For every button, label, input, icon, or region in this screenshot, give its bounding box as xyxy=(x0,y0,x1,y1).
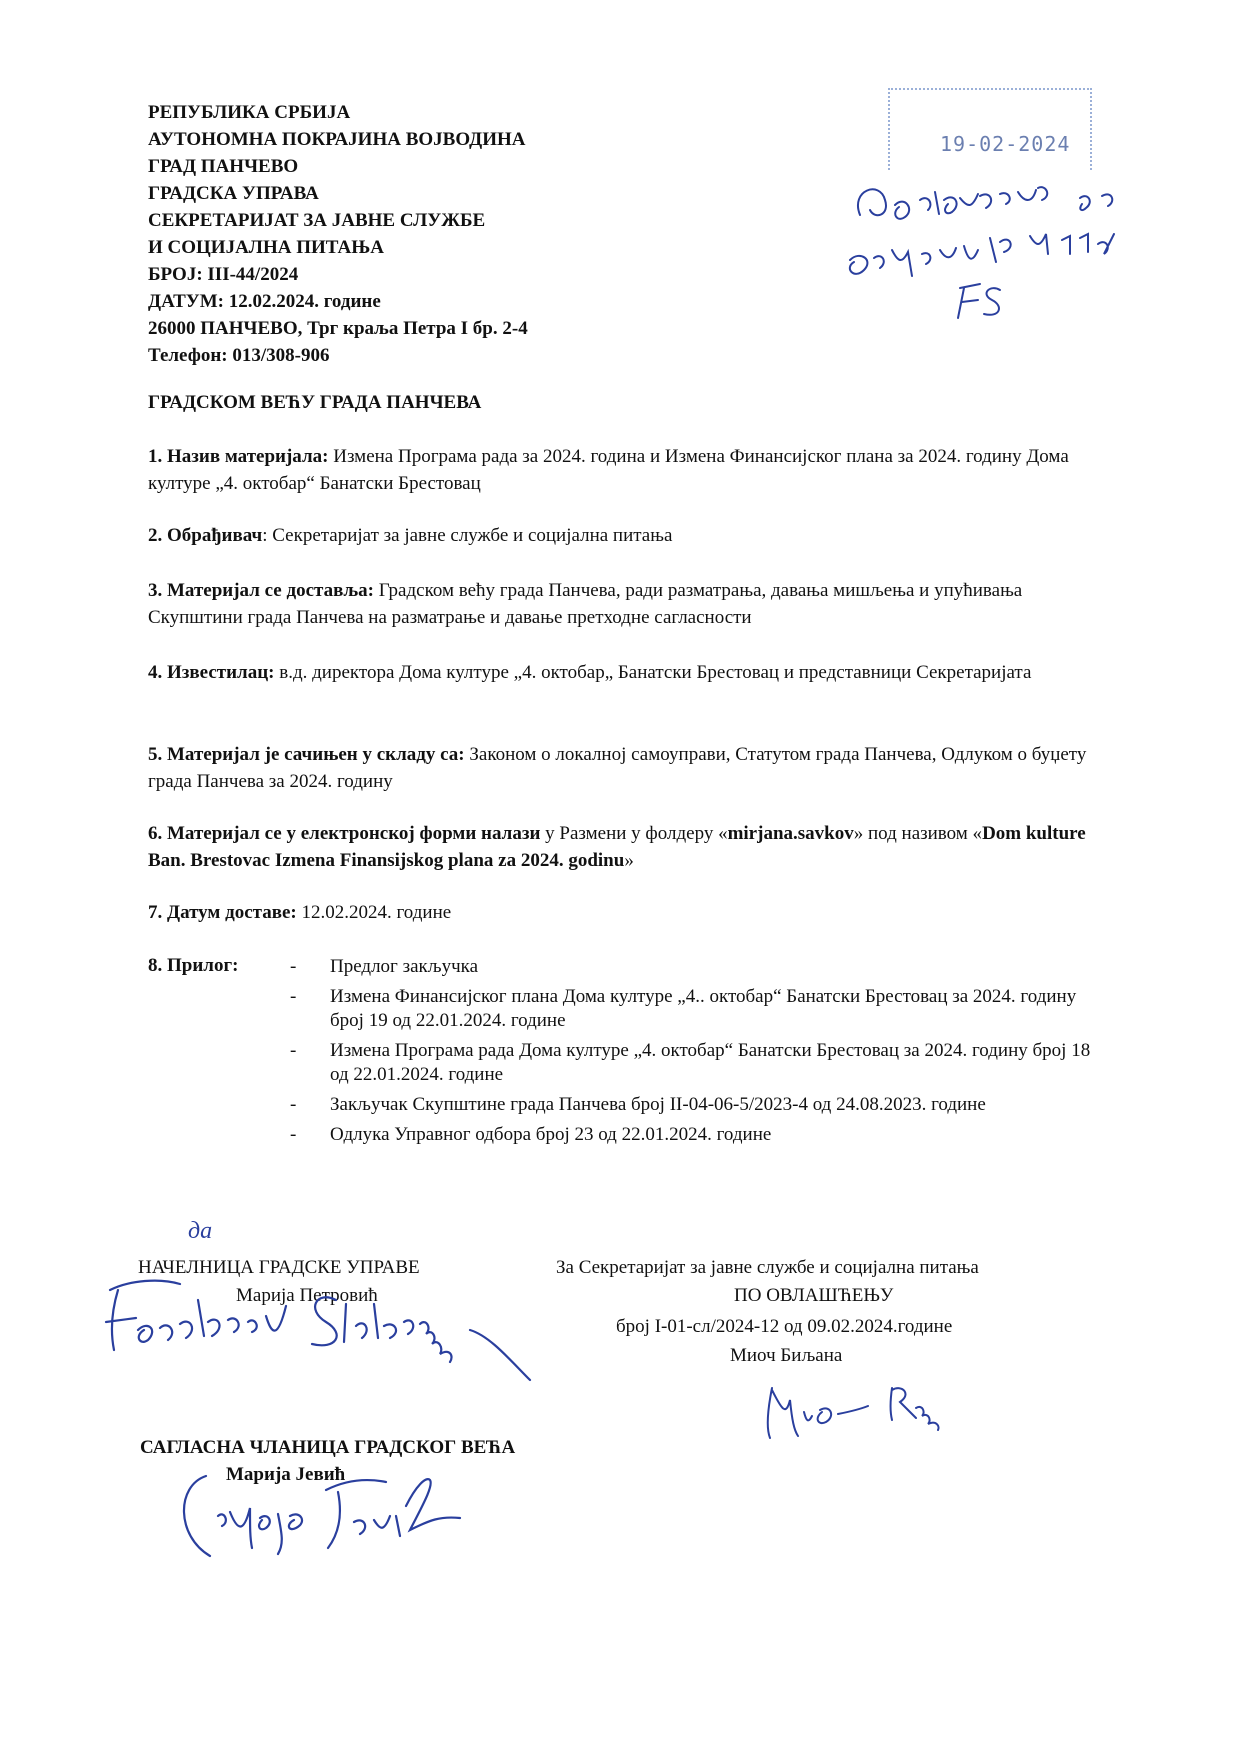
header-line-phone: Телефон: 013/308-906 xyxy=(148,345,330,366)
recipient-line: ГРАДСКОМ ВЕЋУ ГРАДА ПАНЧЕВА xyxy=(148,392,482,413)
item-label: 7. Датум доставе: xyxy=(148,902,297,923)
item-rapporteur xyxy=(148,659,1108,686)
header-line-secretariat-cont: И СОЦИЈАЛНА ПИТАЊА xyxy=(148,237,384,258)
right-signatory-authorization: ПО ОВЛАШЋЕЊУ xyxy=(734,1285,894,1306)
item-author xyxy=(148,522,1108,549)
header-line-secretariat: СЕКРЕТАРИЈАТ ЗА ЈАВНЕ СЛУЖБЕ xyxy=(148,210,486,231)
item-delivery-date xyxy=(148,899,1108,926)
list-dash: - xyxy=(290,956,297,977)
list-item xyxy=(290,955,1110,979)
signature-mioc xyxy=(760,1378,960,1448)
header-line-province: АУТОНОМНА ПОКРАЈИНА ВОЈВОДИНА xyxy=(148,129,526,150)
right-signatory-reference: број I-01-сл/2024-12 од 09.02.2024.године xyxy=(616,1316,953,1337)
signature-petrovic xyxy=(98,1270,538,1370)
left-signatory-title: НАЧЕЛНИЦА ГРАДСКЕ УПРАВЕ xyxy=(138,1257,420,1278)
item-text: : Секретаријат за јавне службе и социјална питања xyxy=(262,525,673,546)
list-item xyxy=(290,1093,1110,1117)
handwritten-mark: да xyxy=(188,1218,213,1244)
attachment-text: Одлука Управног одбора број 23 од 22.01.2024. године xyxy=(330,1124,772,1145)
item-text: Градском већу града Панчева, ради разматрања, давања мишљења и упућивања Скупштини града Панчева на разматрање и давање претходне сагласности xyxy=(148,580,1023,628)
header-line-city: ГРАД ПАНЧЕВО xyxy=(148,156,299,177)
item-label: 6. Материјал се у електронској форми налази xyxy=(148,823,541,844)
item-label: 1. Назив материјала: xyxy=(148,446,329,467)
header-line-address: 26000 ПАНЧЕВО, Трг краља Петра I бр. 2-4 xyxy=(148,318,528,339)
item-text: 12.02.2024. године xyxy=(296,902,452,923)
item-text-cont: » под називом « xyxy=(853,823,983,844)
item-text: у Размени у фолдеру « xyxy=(540,823,728,844)
council-member-name: Марија Јевић xyxy=(226,1464,346,1485)
council-member-title: САГЛАСНА ЧЛАНИЦА ГРАДСКОГ ВЕЋА xyxy=(140,1437,516,1458)
list-item xyxy=(290,1039,1110,1087)
attachment-text: Измена Програма рада Дома културе „4. октобар“ Банатски Брестовац за 2024. годину број 18 од 22.01.2024. године xyxy=(330,1040,1091,1085)
right-signatory-line1: За Секретаријат за јавне службе и социјална питања xyxy=(556,1257,979,1278)
list-dash: - xyxy=(290,1124,297,1145)
item-label: 4. Известилац: xyxy=(148,662,275,683)
item-label: 5. Материјал је сачињен у складу са: xyxy=(148,744,465,765)
list-dash: - xyxy=(290,986,297,1007)
attachment-text: Предлог закључка xyxy=(330,956,479,977)
attachments-list xyxy=(290,955,1110,1153)
item-text-end: » xyxy=(624,850,634,871)
item-delivered-to xyxy=(148,577,1108,631)
attachments-label: 8. Прилог: xyxy=(148,955,239,976)
item-label: 3. Материјал се доставља: xyxy=(148,580,374,601)
attachment-text: Закључак Скупштине града Панчева број II-04-06-5/2023-4 од 24.08.2023. године xyxy=(330,1094,986,1115)
handwritten-delivery-note xyxy=(840,170,1160,340)
left-signatory-name: Марија Петровић xyxy=(236,1285,378,1306)
header-line-number: БРОЈ: III-44/2024 xyxy=(148,264,299,285)
item-legal-basis xyxy=(148,741,1108,795)
list-item xyxy=(290,985,1110,1033)
right-signatory-name: Миоч Биљана xyxy=(730,1345,843,1366)
item-text: Измена Програма рада за 2024. година и Измена Финансијског плана за 2024. годину Дома културе „4. октобар“ Банатски Брестовац xyxy=(148,446,1069,494)
signature-jevic xyxy=(178,1466,478,1576)
header-line-country: РЕПУБЛИКА СРБИЈА xyxy=(148,102,351,123)
list-item xyxy=(290,1123,1110,1147)
item-text: в.д. директора Дома културе „4. октобар„ Банатски Брестовац и представници Секретаријата xyxy=(274,662,1032,683)
folder-name: mirjana.savkov xyxy=(727,823,854,844)
header-line-date: ДАТУМ: 12.02.2024. године xyxy=(148,291,381,312)
item-text: Законом о локалној самоуправи, Статутом града Панчева, Одлуком о буџету града Панчева за 2024. годину xyxy=(148,744,1087,792)
stamp-date: 19-02-2024 xyxy=(940,132,1071,156)
header-line-administration: ГРАДСКА УПРАВА xyxy=(148,183,319,204)
item-material-name xyxy=(148,443,1108,497)
file-name: Dom kulture Ban. Brestovac Izmena Finansijskog plana za 2024. godinu xyxy=(148,823,1086,871)
list-dash: - xyxy=(290,1094,297,1115)
received-stamp xyxy=(888,88,1092,170)
item-electronic-form xyxy=(148,820,1108,874)
item-label: 2. Обрађивач xyxy=(148,525,263,546)
document-header xyxy=(148,99,528,369)
list-dash: - xyxy=(290,1040,297,1061)
attachment-text: Измена Финансијског плана Дома културе „4.. октобар“ Банатски Брестовац за 2024. годину број 19 од 22.01.2024. године xyxy=(330,986,1077,1031)
